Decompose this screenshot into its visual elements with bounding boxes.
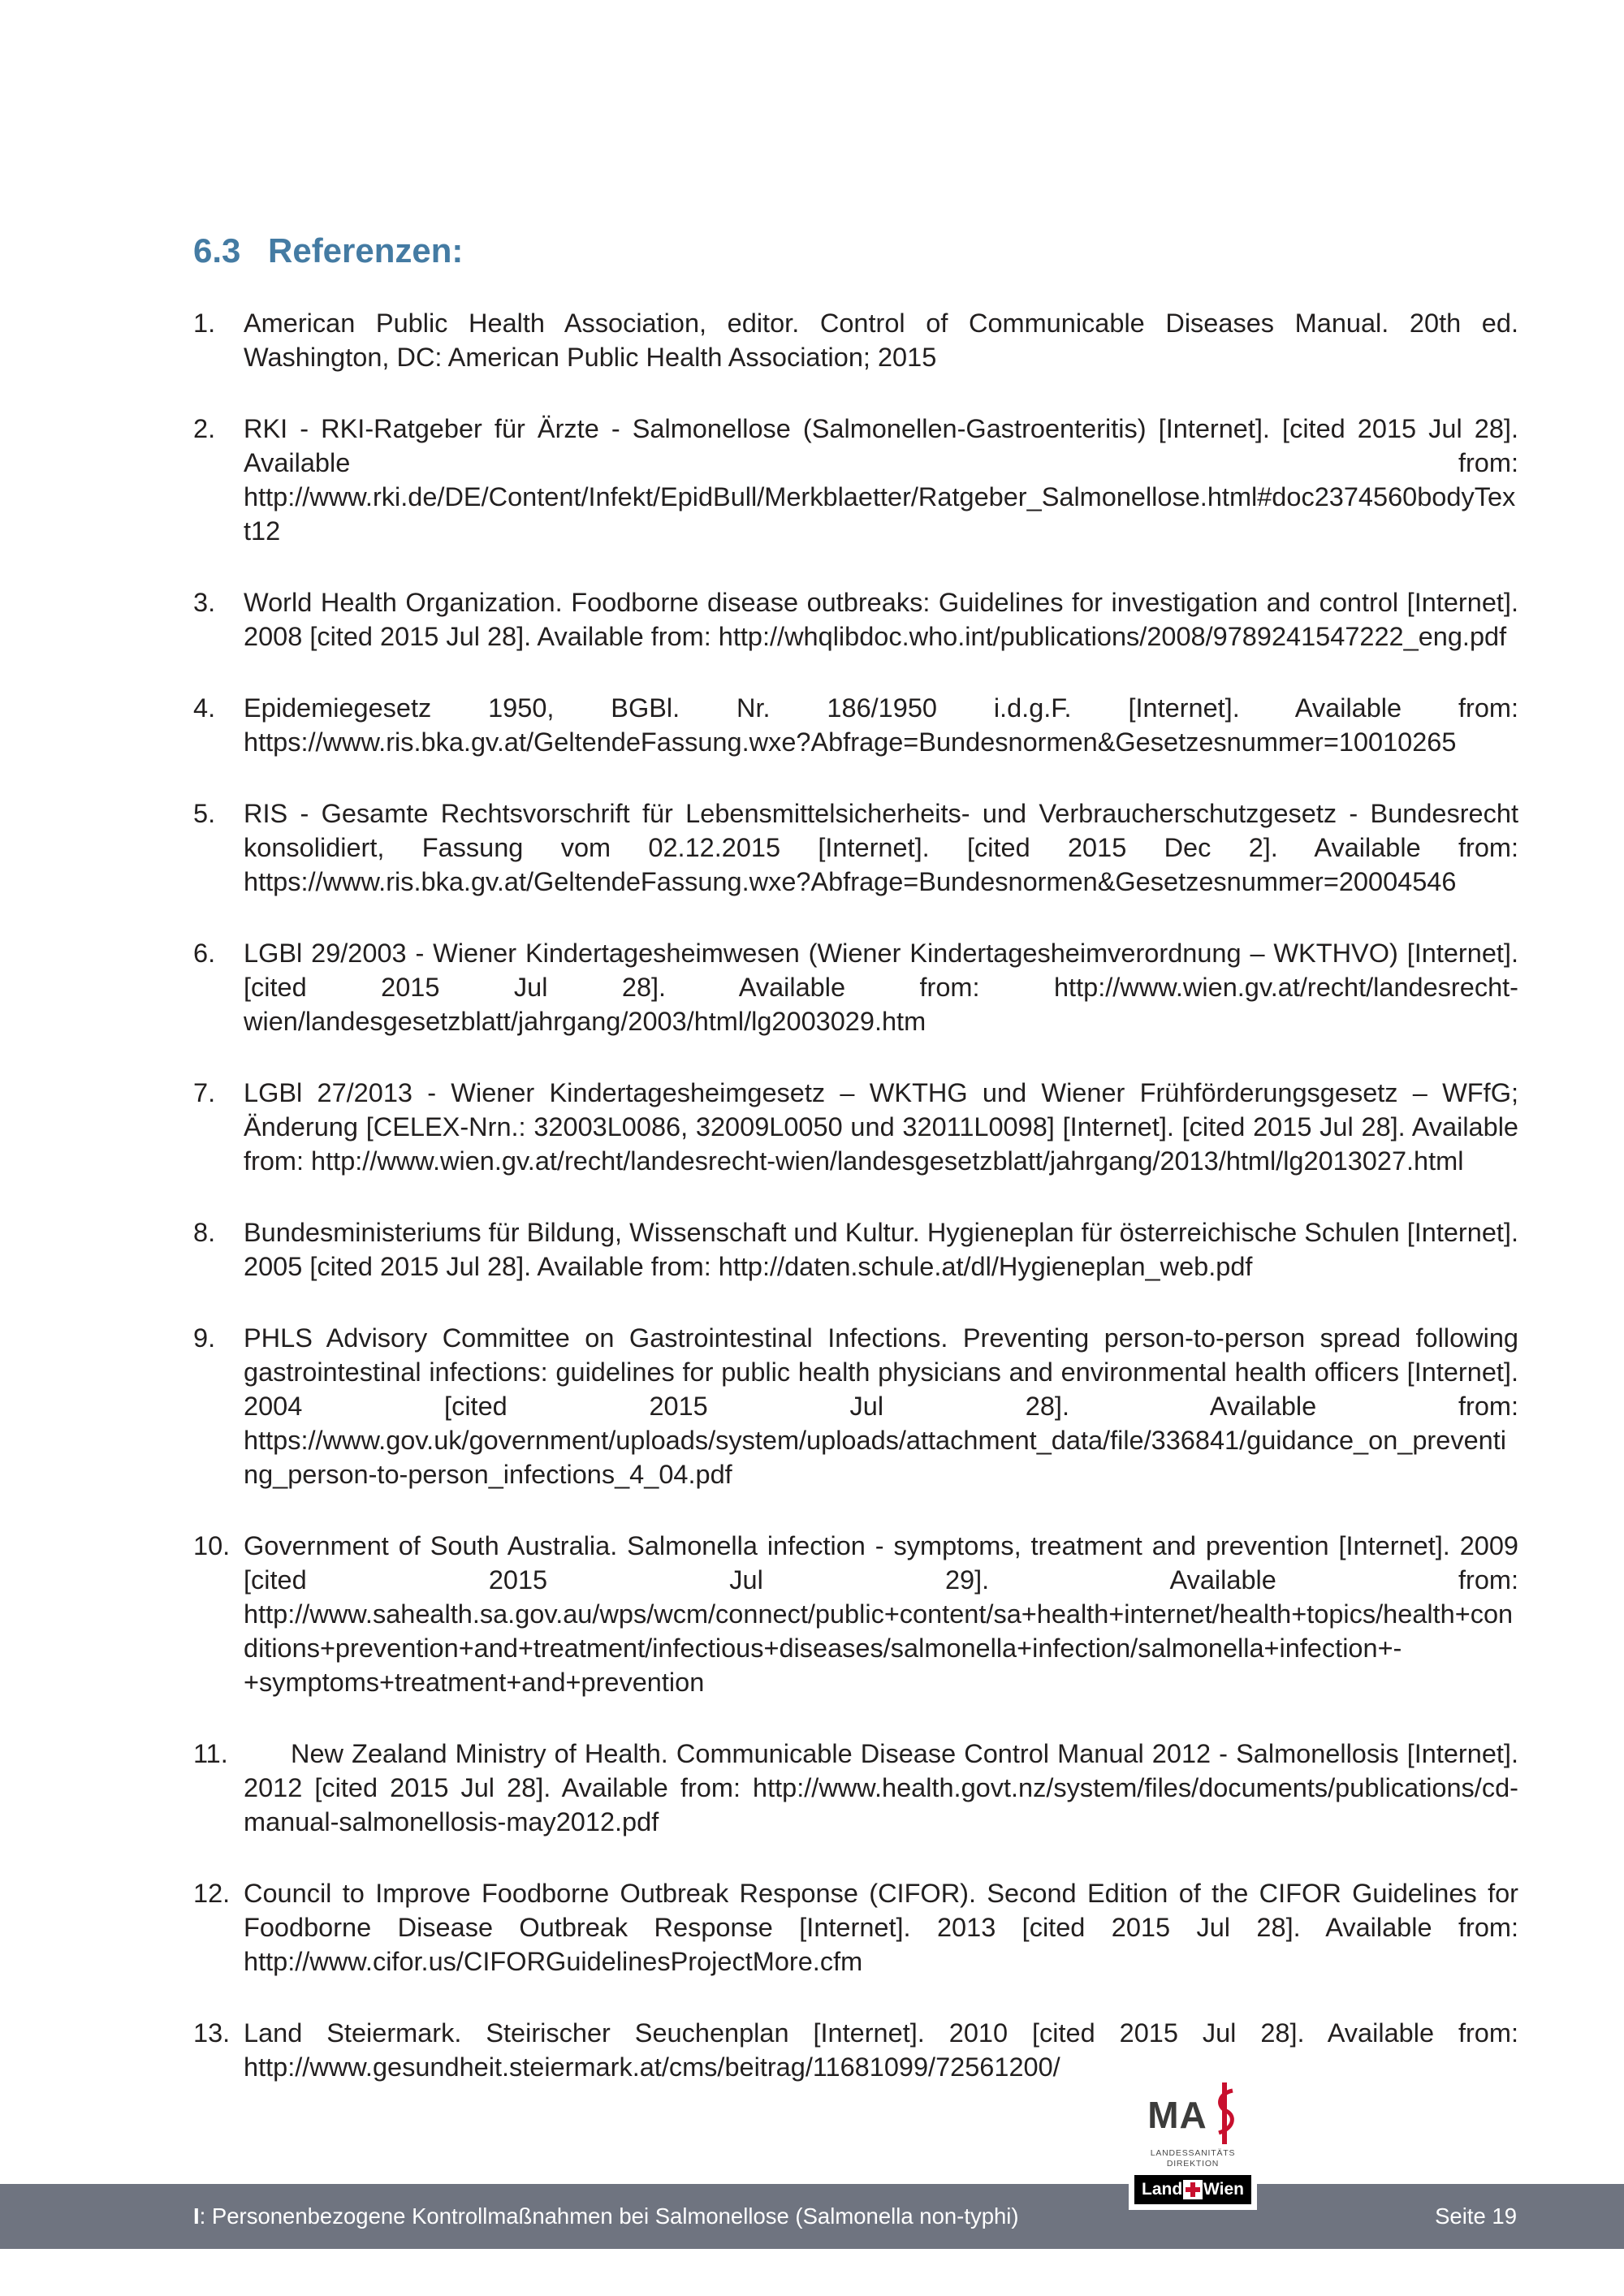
reference-text: Land Steiermark. Steirischer Seuchenplan [Internet]. 2010 [cited 2015 Jul 28]. Available from: http://www.gesundheit.steiermark.at/cms/beitrag/11681099/72561200/ [244,2018,1518,2082]
reference-text: Council to Improve Foodborne Outbreak Response (CIFOR). Second Edition of the CIFOR Guidelines for Foodborne Disease Outbreak Response [Internet]. 2013 [cited 2015 Jul 28]. Available from: http://www.cifor.us/CIFORGuidelinesProjectMore.cfm [244,1879,1518,1976]
reference-number: 6. [193,939,216,968]
red-cross-icon [1183,2180,1203,2199]
logo-wien-text: Wien [1203,2180,1244,2199]
reference-text: RIS - Gesamte Rechtsvorschrift für Lebensmittelsicherheits- und Verbraucherschutzgesetz - Bundesrecht konsolidiert, Fassung vom 02.12.2015 [Internet]. [cited 2015 Dec 2]. Available from: https://www.ris.bka.gv.at/GeltendeFassung.wxe?Abfrage=Bundesnormen&Gesetzesnummer=20004546 [244,799,1518,896]
reference-item [193,936,1518,1038]
footer-page-number: Seite 19 [1435,2203,1517,2229]
reference-item [193,585,1518,654]
reference-item [193,1215,1518,1284]
reference-item [193,412,1518,548]
section-title: Referenzen: [268,231,464,270]
logo-ma-text: MA [1147,2094,1207,2136]
logo-department-line1: LANDESSANITÄTS [1150,2148,1236,2158]
reference-item [193,306,1518,374]
reference-text: World Health Organization. Foodborne disease outbreaks: Guidelines for investigation and control [Internet]. 2008 [cited 2015 Jul 28]. Available from: http://whqlibdoc.who.int/publications/2008/9789241547222_eng.pdf [244,588,1518,651]
section-number: 6.3 [193,231,241,270]
footer-label-prefix: I [193,2203,200,2229]
reference-item [193,2016,1518,2084]
reference-text: American Public Health Association, editor. Control of Communicable Diseases Manual. 20th ed. Washington, DC: American Public Health Association; 2015 [244,309,1518,372]
reference-item [193,1529,1518,1699]
footer-document-label [193,2203,1019,2229]
reference-number: 3. [193,588,216,617]
reference-number: 11. [193,1739,228,1768]
reference-text: RKI - RKI-Ratgeber für Ärzte - Salmonellose (Salmonellen-Gastroenteritis) [Internet]. [cited 2015 Jul 28]. Available from: http://www.rki.de/DE/Content/Infekt/EpidBull/Merkblaetter/Ratgeber_Salmonellose.html#doc2374560bodyText12 [244,414,1518,546]
footer-label-text: : Personenbezogene Kontrollmaßnahmen bei Salmonellose (Salmonella non-typhi) [199,2203,1019,2229]
reference-item [193,796,1518,899]
reference-list [193,306,1518,2084]
reference-number: 7. [193,1078,216,1107]
landessanitaetsdirektion-logo [1129,2075,1257,2210]
reference-item [193,1876,1518,1979]
reference-text: PHLS Advisory Committee on Gastrointestinal Infections. Preventing person-to-person spread following gastrointestinal infections: guidelines for public health physicians and environmental health officers [Internet]. 2004 [cited 2015 Jul 28]. Available from: https://www.gov.uk/government/uploads/system/uploads/attachment_data/file/336841/guidance_on_preventing_person-to-person_infections_4_04.pdf [244,1323,1518,1489]
section-heading [193,231,1518,270]
reference-number: 8. [193,1218,216,1247]
logo-top [1134,2083,1251,2147]
reference-number: 1. [193,309,216,338]
reference-text: LGBl 27/2013 - Wiener Kindertagesheimgesetz – WKTHG und Wiener Frühförderungsgesetz – WFfG; Änderung [CELEX-Nrn.: 32003L0086, 32009L0050 und 32011L0098] [Internet]. [cited 2015 Jul 28]. Available from: http://www.wien.gv.at/recht/landesrecht-wien/landesgesetzblatt/jahrgang/2013/html/lg2013027.html [244,1078,1518,1176]
reference-text: Government of South Australia. Salmonella infection - symptoms, treatment and prevention [Internet]. 2009 [cited 2015 Jul 29]. Available from: http://www.sahealth.sa.gov.au/wps/wcm/connect/public+content/sa+health+internet/health+topics/health+conditions+prevention+and+treatment/infectious+diseases/salmonella+infection/salmonella+infection+-+symptoms+treatment+and+prevention [244,1531,1518,1697]
reference-number: 10. [193,1531,231,1560]
reference-number: 13. [193,2018,231,2048]
reference-item [193,1321,1518,1491]
reference-number: 5. [193,799,216,828]
reference-number: 2. [193,414,216,443]
logo-land-text: Land [1142,2180,1183,2199]
reference-item [193,1737,1518,1839]
reference-item [193,691,1518,759]
reference-text: Bundesministeriums für Bildung, Wissenschaft und Kultur. Hygieneplan für österreichische Schulen [Internet]. 2005 [cited 2015 Jul 28]. Available from: http://daten.schule.at/dl/Hygieneplan_web.pdf [244,1218,1518,1281]
reference-number: 12. [193,1879,231,1908]
reference-number: 9. [193,1323,216,1353]
land-wien-bar [1134,2175,1251,2204]
page-footer [0,2184,1624,2249]
reference-text: Epidemiegesetz 1950, BGBl. Nr. 186/1950 i.d.g.F. [Internet]. Available from: https://www.ris.bka.gv.at/GeltendeFassung.wxe?Abfrage=Bundesnormen&Gesetzesnummer=10010265 [244,693,1518,757]
reference-item [193,1076,1518,1178]
aesculapius-staff-icon [1211,2082,1238,2148]
logo-department-text [1134,2148,1251,2169]
reference-text: New Zealand Ministry of Health. Communicable Disease Control Manual 2012 - Salmonellosis [Internet]. 2012 [cited 2015 Jul 28]. Available from: http://www.health.govt.nz/system/files/documents/publications/cd-manual-salmonellosis-may2012.pdf [244,1739,1518,1836]
page-content [193,231,1518,2121]
reference-text: LGBl 29/2003 - Wiener Kindertagesheimwesen (Wiener Kindertagesheimverordnung – WKTHVO) [Internet]. [cited 2015 Jul 28]. Available from: http://www.wien.gv.at/recht/landesrecht-wien/landesgesetzblatt/jahrgang/2003/html/lg2003029.htm [244,939,1518,1036]
logo-department-line2: DIREKTION [1166,2159,1220,2169]
reference-number: 4. [193,693,216,723]
